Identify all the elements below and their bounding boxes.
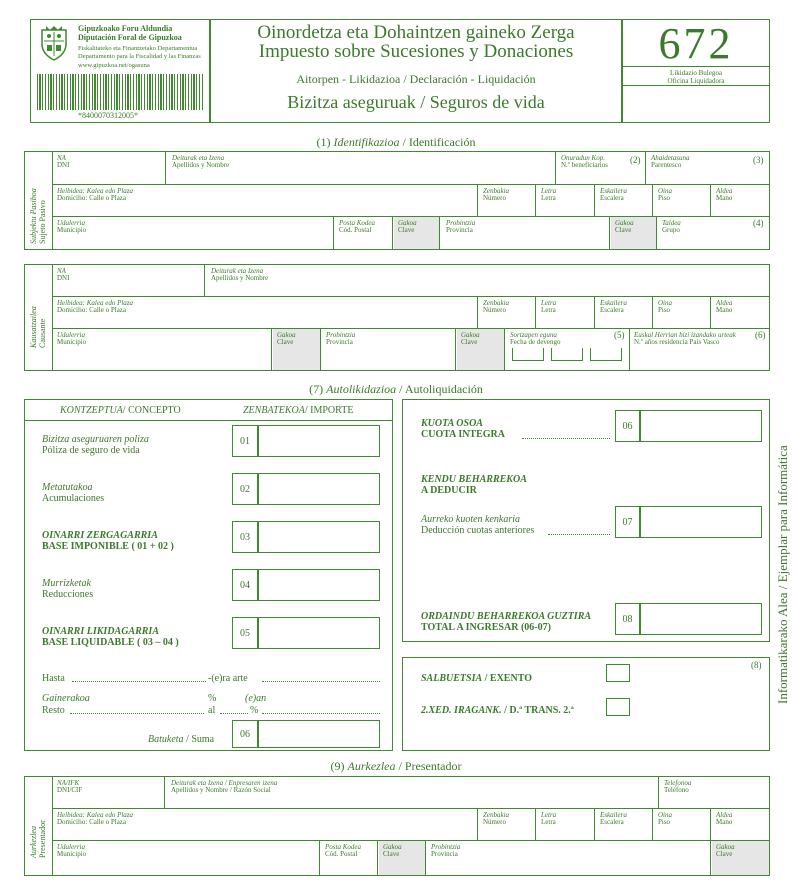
concept-code: 05 [232, 617, 258, 649]
sum-label: Batuketa / Suma [148, 734, 215, 745]
concept-amount-field[interactable] [258, 569, 380, 601]
concept-label-es: Reducciones [42, 589, 94, 600]
barcode [37, 74, 203, 110]
deceased-side-label: Kausatzailea Causante [29, 306, 47, 348]
deduction-code: 07 [615, 506, 640, 538]
transitional-label: 2.XED. IRAGANK. / D.ª TRANS. 2.ª [421, 705, 574, 716]
doc-type: Aitorpen - Likidazioa / Declaración - Liquidación [296, 72, 536, 86]
model-number: 672 [658, 19, 734, 68]
concept-amount-field[interactable] [258, 473, 380, 505]
concept-label-eu: Murrizketak [42, 578, 91, 589]
remainder-label-eu: Gainerakoa [42, 693, 90, 704]
concept-label-eu: Metatutakoa [42, 482, 93, 493]
concept-label-eu: OINARRI LIKIDAGARRIA [42, 626, 159, 637]
quota-field[interactable] [640, 410, 762, 442]
concept-code: 01 [232, 425, 258, 457]
barcode-number: *8400070312005* [78, 111, 138, 120]
sum-field[interactable] [258, 720, 380, 748]
sum-code: 06 [232, 720, 258, 748]
hasta-suffix: -(e)ra arte [208, 673, 248, 684]
exempt-checkbox[interactable] [606, 664, 630, 682]
section-9-title: (9) Aurkezlea / Presentador [330, 759, 462, 773]
deceased-dni-field[interactable] [52, 264, 205, 297]
concept-amount-field[interactable] [258, 521, 380, 553]
title-es: Impuesto sobre Sucesiones y Donaciones [258, 41, 574, 62]
total-field[interactable] [640, 603, 762, 635]
date-day-box[interactable] [512, 348, 544, 361]
quota-code: 06 [615, 410, 640, 442]
concept-label-es: BASE LIQUIDABLE ( 03 – 04 ) [42, 637, 179, 648]
remainder-label-es: Resto [42, 705, 65, 716]
concept-label-es: Acumulaciones [42, 493, 105, 504]
presenter-municipality-field[interactable] [52, 840, 320, 876]
office-eu: Likidazio Bulegoa [670, 69, 722, 77]
total-code: 08 [615, 603, 640, 635]
form-title: Bizitza aseguruak / Seguros de vida [287, 92, 545, 112]
dept-name-eu: Fiskalitateko eta Finantzetako Departamentua [78, 45, 198, 52]
transitional-checkbox[interactable] [606, 698, 630, 716]
org-name-eu: Gipuzkoako Foru Aldundia [78, 24, 173, 33]
deduction-field[interactable] [640, 506, 762, 538]
concept-amount-field[interactable] [258, 617, 380, 649]
concept-amount-field[interactable] [258, 425, 380, 457]
presenter-side-label: Aurkezlea Presentador [29, 820, 47, 858]
side-copy-label: Informatikarako Alea / Ejemplar para Informática [775, 445, 790, 704]
concept-code: 02 [232, 473, 258, 505]
date-month-box[interactable] [551, 348, 583, 361]
concept-label-es: BASE IMPONIBLE ( 01 + 02 ) [42, 541, 174, 552]
dept-name-es: Departamento para la Fiscalidad y las Finanzas [78, 53, 201, 60]
date-year-box[interactable] [590, 348, 622, 361]
concept-label-eu: Bizitza aseguruaren poliza [42, 434, 149, 445]
exemption-box [402, 657, 770, 751]
concept-code: 04 [232, 569, 258, 601]
office-es: Oficina Liquidadora [667, 77, 725, 85]
title-eu: Oinordetza eta Dohaintzen gaineko Zerga [257, 22, 575, 43]
concept-label-eu: OINARRI ZERGAGARRIA [42, 530, 158, 541]
coat-of-arms-icon [36, 24, 72, 62]
taxpayer-municipality-field[interactable] [52, 216, 334, 250]
deceased-name-field[interactable] [205, 264, 770, 296]
section-1-title: (1) Identifikazioa / Identificación [316, 135, 476, 149]
website: www.gipuzkoa.net/ogasuna [78, 62, 150, 69]
hasta-label: Hasta [42, 673, 65, 684]
org-name-es: Diputación Foral de Gipuzkoa [78, 33, 182, 42]
concept-header: KONTZEPTUA/ CONCEPTO [60, 405, 181, 416]
section-7-title: (7) Autolikidazioa / Autoliquidación [309, 382, 483, 396]
import-header: ZENBATEKOA/ IMPORTE [243, 405, 354, 416]
taxpayer-side-label: Subjektu Pasiboa Sujeto Pasivo [29, 188, 47, 244]
exempt-label: SALBUETSIA / EXENTO [421, 673, 532, 684]
presenter-province-field[interactable] [426, 840, 711, 876]
concept-code: 03 [232, 521, 258, 553]
concept-label-es: Póliza de seguro de vida [42, 445, 140, 456]
